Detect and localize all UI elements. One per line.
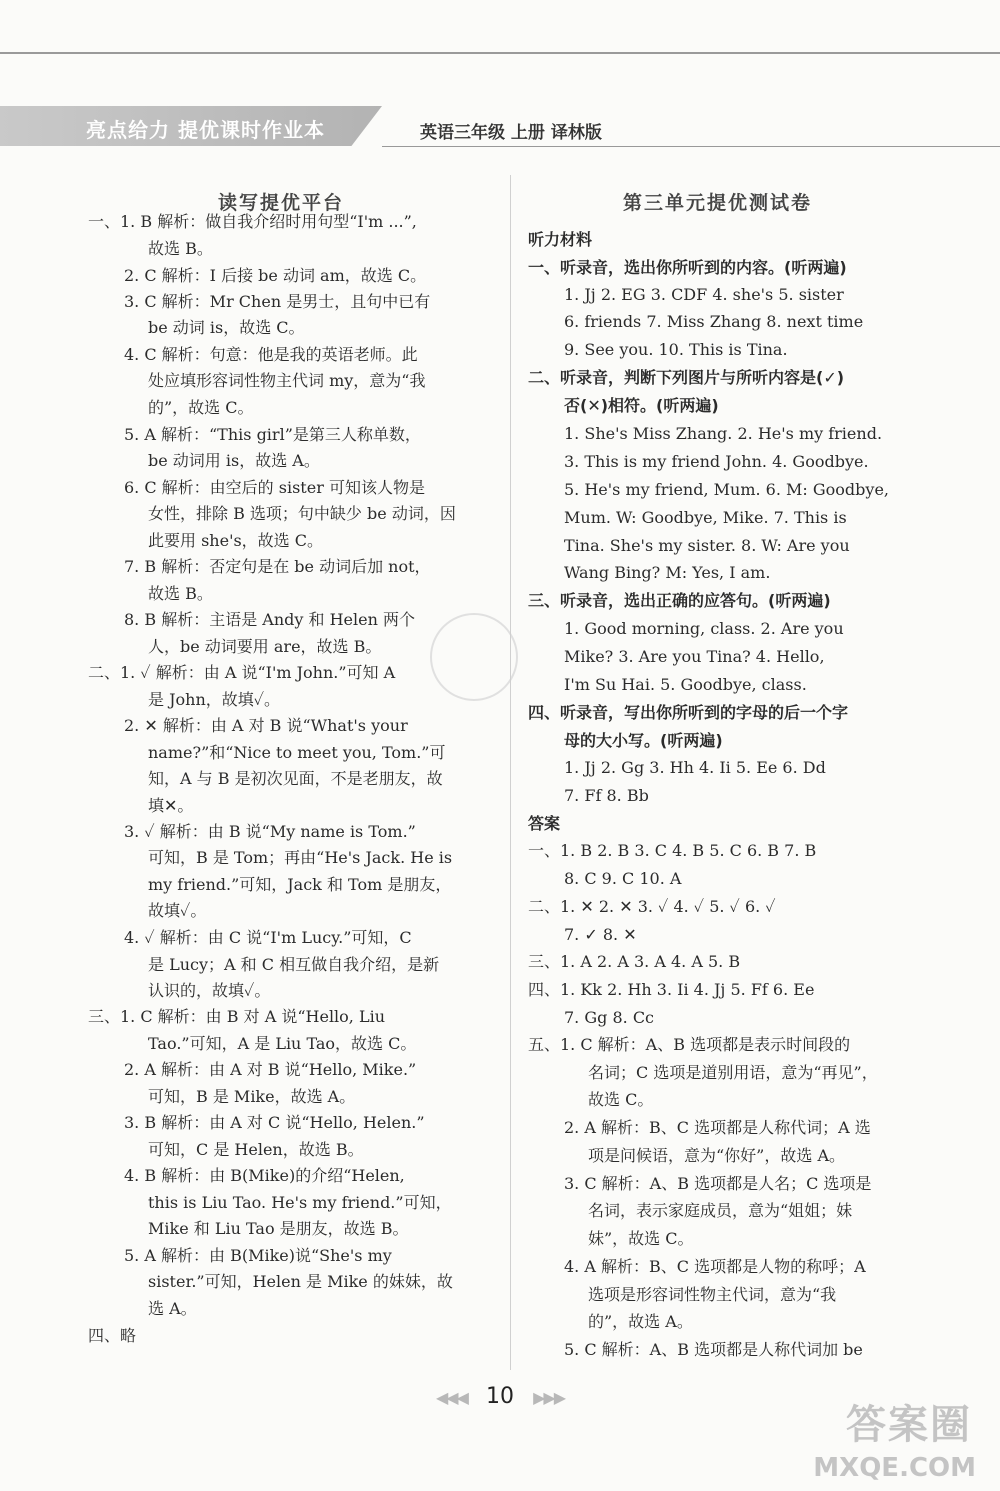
right-answer-line: 5. C 解析：A、B 选项都是人称代词加 be <box>564 1340 863 1359</box>
left-answer-line: sister.”可知，Helen 是 Mike 的妹妹，故 <box>148 1272 453 1291</box>
left-answer-line: 故选 B。 <box>148 584 213 603</box>
left-answer-line: 2. A 解析：由 A 对 B 说“Hello, Mike.” <box>124 1060 417 1079</box>
right-answer-line: 二、1. ✕ 2. ✕ 3. ✓ 4. ✓ 5. ✓ 6. ✓ <box>528 897 776 916</box>
right-answer-line: Wang Bing? M: Yes, I am. <box>564 563 771 582</box>
right-answer-line: Mum. W: Goodbye, Mike. 7. This is <box>564 508 847 527</box>
right-answer-line: 选项是形容词性物主代词，意为“我 <box>588 1285 837 1304</box>
left-answer-line: Mike 和 Liu Tao 是朋友，故选 B。 <box>148 1219 409 1238</box>
left-answer-line: 5. A 解析：由 B(Mike)说“She's my <box>124 1246 392 1265</box>
right-answer-line: 一、听录音，选出你所听到的内容。(听两遍) <box>528 258 847 277</box>
left-answer-line: my friend.”可知，Jack 和 Tom 是朋友， <box>148 875 452 894</box>
left-answer-line: 选 A。 <box>148 1299 197 1318</box>
right-answer-line: 6. friends 7. Miss Zhang 8. next time <box>564 312 864 331</box>
series-title: 亮点给力 提优课时作业本 <box>86 118 325 142</box>
right-answer-line: 1. Jj 2. Gg 3. Hh 4. Ii 5. Ee 6. Dd <box>564 758 826 777</box>
left-answer-line: this is Liu Tao. He's my friend.”可知， <box>148 1193 452 1212</box>
column-divider <box>510 175 511 1370</box>
left-answer-line: 是 Lucy；A 和 C 相互做自我介绍，是新 <box>148 955 440 974</box>
header-rule <box>382 146 1000 147</box>
right-answer-line: 1. Jj 2. EG 3. CDF 4. she's 5. sister <box>564 285 844 304</box>
right-answer-line: 3. C 解析：A、B 选项都是人名；C 选项是 <box>564 1174 872 1193</box>
subject-title: 英语三年级 上册 译林版 <box>420 123 602 143</box>
right-answer-line: 4. A 解析：B、C 选项都是人物的称呼；A <box>564 1257 866 1276</box>
left-answer-line: 可知，B 是 Tom；再由“He's Jack. He is <box>148 848 453 867</box>
left-answer-line: 4. C 解析：句意：他是我的英语老师。此 <box>124 345 418 364</box>
left-answer-line: 可知，B 是 Mike，故选 A。 <box>148 1087 356 1106</box>
right-answer-line: 2. A 解析：B、C 选项都是人称代词；A 选 <box>564 1118 871 1137</box>
right-answer-line: Mike? 3. Are you Tina? 4. Hello, <box>564 647 825 666</box>
left-answer-line: 2. C 解析：I 后接 be 动词 am，故选 C。 <box>124 266 427 285</box>
left-answer-line: 故填✓。 <box>148 901 207 920</box>
right-answer-line: 故选 C。 <box>588 1090 654 1109</box>
left-answer-line: 认识的，故填✓。 <box>148 981 271 1000</box>
left-answer-line: 4. B 解析：由 B(Mike)的介绍“Helen, <box>124 1166 405 1185</box>
watermark-url: MXQE.COM <box>813 1453 976 1483</box>
right-column-title: 第三单元提优测试卷 <box>623 192 813 214</box>
left-answer-line: 可知，C 是 Helen，故选 B。 <box>148 1140 364 1159</box>
left-answer-line: 3. C 解析：Mr Chen 是男士，且句中已有 <box>124 292 431 311</box>
left-answer-line: name?”和“Nice to meet you, Tom.”可 <box>148 743 446 762</box>
right-answer-line: 四、1. Kk 2. Hh 3. Ii 4. Jj 5. Ff 6. Ee <box>528 980 815 999</box>
right-answer-line: 项是问候语，意为“你好”，故选 A。 <box>588 1146 846 1165</box>
stamp-seal <box>430 613 518 701</box>
left-answer-line: 8. B 解析：主语是 Andy 和 Helen 两个 <box>124 610 415 629</box>
next-arrows-icon: ▶▶▶ <box>533 1388 565 1407</box>
right-answer-line: 三、1. A 2. A 3. A 4. A 5. B <box>528 952 741 971</box>
left-column-title: 读写提优平台 <box>218 192 345 214</box>
left-answer-line: 3. B 解析：由 A 对 C 说“Hello, Helen.” <box>124 1113 425 1132</box>
watermark-logo-text: 答案圈 <box>846 1402 972 1448</box>
left-answer-line: 二、1. ✓ 解析：由 A 说“I'm John.”可知 A <box>88 663 396 682</box>
page-number: 10 <box>486 1384 514 1409</box>
top-rule <box>0 52 1000 54</box>
left-answer-line: be 动词用 is，故选 A。 <box>148 451 320 470</box>
right-answer-line: 二、听录音，判断下列图片与所听内容是(✓) <box>528 368 845 387</box>
left-answer-line: 5. A 解析：“This girl”是第三人称单数， <box>124 425 421 444</box>
left-answer-line: 的”，故选 C。 <box>148 398 254 417</box>
left-answer-line: 3. ✓ 解析：由 B 说“My name is Tom.” <box>124 822 416 841</box>
right-answer-line: 否(✕)相符。(听两遍) <box>564 396 719 415</box>
left-answer-line: 7. B 解析：否定句是在 be 动词后加 not， <box>124 557 431 576</box>
left-answer-line: 故选 B。 <box>148 239 213 258</box>
right-answer-line: 8. C 9. C 10. A <box>564 869 682 888</box>
right-answer-line: 1. Good morning, class. 2. Are you <box>564 619 844 638</box>
right-answer-line: 5. He's my friend, Mum. 6. M: Goodbye, <box>564 480 890 499</box>
right-answer-line: 7. ✓ 8. ✕ <box>564 925 637 944</box>
left-answer-line: 2. ✕ 解析：由 A 对 B 说“What's your <box>124 716 408 735</box>
left-answer-line: 三、1. C 解析：由 B 对 A 说“Hello, Liu <box>88 1007 386 1026</box>
right-answer-line: 3. This is my friend John. 4. Goodbye. <box>564 452 869 471</box>
left-answer-line: 一、1. B 解析：做自我介绍时用句型“I'm ...”, <box>88 212 417 231</box>
right-answer-line: 五、1. C 解析：A、B 选项都是表示时间段的 <box>528 1035 851 1054</box>
right-answer-line: Tina. She's my sister. 8. W: Are you <box>564 536 850 555</box>
right-answer-line: 妹”，故选 C。 <box>588 1229 694 1248</box>
right-answer-line: 四、听录音，写出你所听到的字母的后一个字 <box>528 703 849 722</box>
right-answer-line: 名词；C 选项是道别用语，意为“再见”， <box>588 1063 878 1082</box>
left-answer-line: 是 John，故填✓。 <box>148 690 281 709</box>
left-answer-line: 此要用 she's，故选 C。 <box>148 531 324 550</box>
left-answer-line: be 动词 is，故选 C。 <box>148 318 305 337</box>
right-answer-line: 一、1. B 2. B 3. C 4. B 5. C 6. B 7. B <box>528 841 817 860</box>
right-answer-line: 7. Ff 8. Bb <box>564 786 649 805</box>
right-answer-line: 名词，表示家庭成员，意为“姐姐；妹 <box>588 1201 853 1220</box>
left-answer-line: 人，be 动词要用 are，故选 B。 <box>148 637 382 656</box>
right-answer-line: 7. Gg 8. Cc <box>564 1008 655 1027</box>
right-answer-line: 母的大小写。(听两遍) <box>564 731 723 750</box>
left-answer-line: 填✕。 <box>148 796 194 815</box>
right-answer-line: 三、听录音，选出正确的应答句。(听两遍) <box>528 591 831 610</box>
left-answer-line: 6. C 解析：由空后的 sister 可知该人物是 <box>124 478 425 497</box>
right-answer-line: 9. See you. 10. This is Tina. <box>564 340 788 359</box>
left-answer-line: 处应填形容词性物主代词 my，意为“我 <box>148 371 426 390</box>
left-answer-line: Tao.”可知，A 是 Liu Tao，故选 C。 <box>148 1034 417 1053</box>
left-answer-line: 四、略 <box>88 1326 137 1345</box>
prev-arrows-icon: ◀◀◀ <box>435 1388 467 1407</box>
right-answer-line: 听力材料 <box>528 230 593 249</box>
left-answer-line: 知，A 与 B 是初次见面，不是老朋友，故 <box>148 769 443 788</box>
right-answer-line: 答案 <box>528 814 561 833</box>
left-answer-line: 女性，排除 B 选项；句中缺少 be 动词，因 <box>148 504 456 523</box>
right-answer-line: 1. She's Miss Zhang. 2. He's my friend. <box>564 424 883 443</box>
watermark <box>772 1393 982 1483</box>
left-answer-line: 4. ✓ 解析：由 C 说“I'm Lucy.”可知，C <box>124 928 412 947</box>
right-answer-line: 的”，故选 A。 <box>588 1312 693 1331</box>
right-answer-line: I'm Su Hai. 5. Goodbye, class. <box>564 675 807 694</box>
